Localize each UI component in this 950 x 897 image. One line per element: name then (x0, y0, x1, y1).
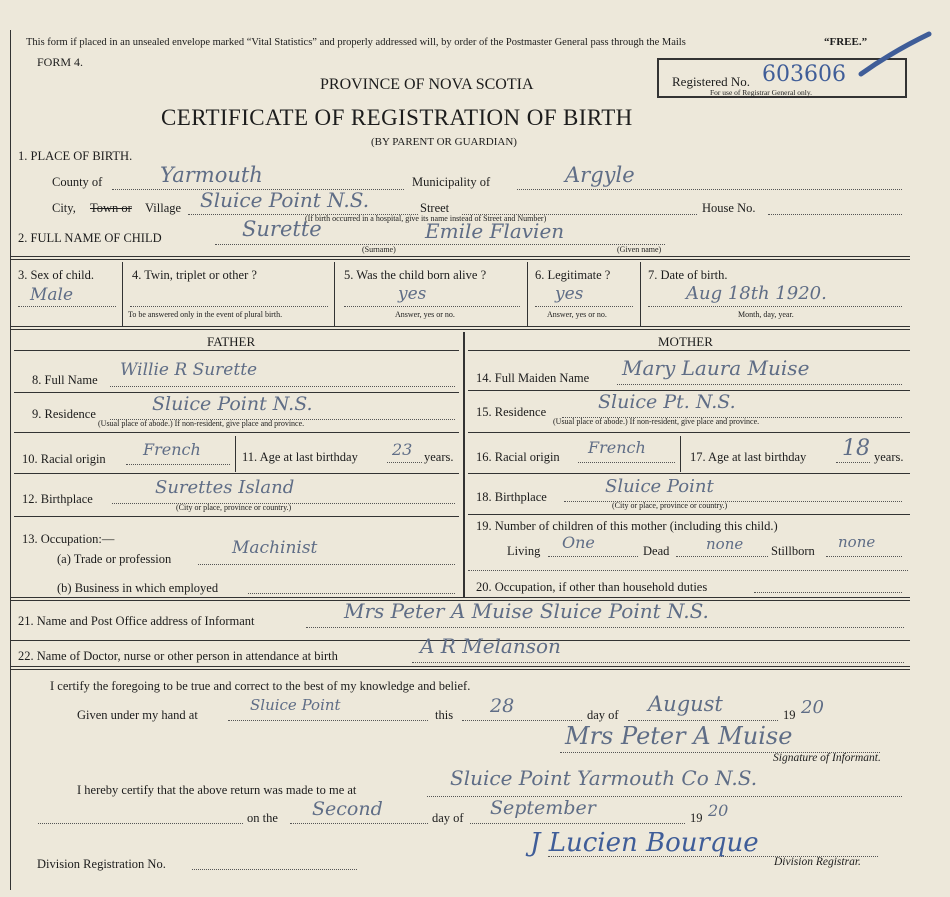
father-trade-value: Machinist (232, 538, 318, 558)
living-value: One (562, 533, 595, 552)
ink-stroke-icon (855, 30, 935, 80)
municipality-line (517, 189, 902, 190)
registrar-signature: J Lucien Bourque (530, 828, 759, 858)
surname-caption: (Surname) (362, 245, 396, 254)
house-no-line (768, 214, 902, 215)
city-label-town: Town or (90, 201, 132, 215)
doctor-label: 22. Name of Doctor, nurse or other person in attendance at birth (18, 649, 338, 663)
mailing-notice-free: “FREE.” (824, 36, 868, 48)
father-residence-value: Sluice Point N.S. (152, 393, 313, 415)
father-row-rule-4 (14, 516, 459, 517)
father-business-label: (b) Business in which employed (57, 581, 219, 595)
mother-heading-rule (468, 350, 910, 351)
mother-children-label: 19. Number of children of this mother (including this child.) (476, 519, 778, 533)
hospital-note: (If birth occurred in a hospital, give its name instead of Street and Number) (305, 214, 547, 223)
county-label: County of (52, 175, 103, 189)
living-label: Living (507, 544, 541, 558)
father-business-line (248, 593, 455, 594)
municipality-label: Municipality of (412, 175, 491, 189)
born-alive-label: 5. Was the child born alive ? (344, 268, 487, 282)
month-line (628, 720, 778, 721)
father-residence-label: 9. Residence (32, 407, 96, 421)
city-label-village: Village (145, 201, 182, 215)
given-name-caption: (Given name) (617, 245, 662, 254)
province-heading: PROVINCE OF NOVA SCOTIA (320, 76, 534, 93)
county-value: Yarmouth (160, 163, 263, 187)
stillborn-line (826, 556, 902, 557)
municipality-value: Argyle (565, 163, 635, 187)
father-age-line (387, 462, 422, 463)
date-of-birth-line (648, 306, 902, 307)
signature-caption: Signature of Informant. (773, 752, 881, 764)
father-row-rule-3 (14, 473, 459, 474)
place-of-birth-heading: 1. PLACE OF BIRTH. (18, 149, 133, 163)
mother-birthplace-label: 18. Birthplace (476, 490, 547, 504)
legitimate-value: yes (555, 284, 584, 304)
informant-line (306, 627, 904, 628)
father-race-value: French (143, 440, 201, 459)
given-at-line (228, 720, 428, 721)
child-name-label: 2. FULL NAME OF CHILD (18, 231, 162, 245)
father-residence-note: (Usual place of abode.) If non-resident, give place and province. (98, 419, 305, 428)
father-heading-rule (14, 350, 459, 351)
father-name-line (110, 386, 455, 387)
mother-name-line (617, 384, 902, 385)
day-of-label: day of (587, 708, 619, 722)
twin-line (130, 306, 328, 307)
box-divider-4 (640, 262, 641, 326)
certify-statement: I certify the foregoing to be true and correct to the best of my knowledge and belief. (50, 679, 471, 693)
mother-years-label: years. (874, 450, 904, 464)
father-trade-line (198, 564, 455, 565)
certification-top-rule (10, 666, 910, 670)
parents-divider (463, 332, 465, 597)
year-prefix: 19 (783, 708, 796, 722)
given-at-value: Sluice Point (250, 696, 341, 714)
on-year-value: 20 (708, 801, 729, 820)
doctor-value: A R Melanson (420, 634, 561, 658)
child-name-line (215, 244, 665, 245)
division-registration-label: Division Registration No. (37, 857, 166, 871)
on-day-of-label: day of (432, 811, 464, 825)
mother-heading: MOTHER (658, 334, 713, 349)
father-race-divider (235, 436, 236, 472)
father-birthplace-value: Surettes Island (155, 477, 295, 498)
registered-no-label: Registered No. (672, 74, 750, 89)
box-divider-1 (122, 262, 123, 326)
father-age-label: 11. Age at last birthday (242, 450, 358, 464)
page-subtitle: (BY PARENT OR GUARDIAN) (371, 136, 517, 148)
living-line (548, 556, 638, 557)
mother-occupation-line (754, 592, 902, 593)
father-race-label: 10. Racial origin (22, 452, 106, 466)
father-years-label: years. (424, 450, 454, 464)
on-day-line (290, 823, 428, 824)
date-of-birth-note: Month, day, year. (738, 310, 794, 319)
box-divider-3 (527, 262, 528, 326)
mother-age-label: 17. Age at last birthday (690, 450, 807, 464)
mother-race-line (578, 462, 675, 463)
father-birthplace-note: (City or place, province or country.) (176, 503, 292, 512)
twin-note: To be answered only in the event of plural birth. (128, 310, 283, 319)
box-divider-2 (334, 262, 335, 326)
father-occupation-label: 13. Occupation:— (22, 532, 115, 546)
born-alive-line (344, 306, 520, 307)
on-day-value: Second (312, 798, 383, 820)
given-at-label: Given under my hand at (77, 708, 198, 722)
on-the-leading-line (38, 823, 243, 824)
mother-residence-value: Sluice Pt. N.S. (598, 391, 736, 413)
on-year-prefix: 19 (690, 811, 703, 825)
legitimate-note: Answer, yes or no. (547, 310, 607, 319)
legitimate-line (535, 306, 633, 307)
doctor-line (412, 662, 904, 663)
street-label: Street (420, 201, 450, 215)
form-number: FORM 4. (37, 55, 84, 69)
mother-occupation-label: 20. Occupation, if other than household duties (476, 580, 708, 594)
mailing-notice: This form if placed in an unsealed envelope marked “Vital Statistics” and properly addressed will, by order of the Postmaster General pass through the Mails (26, 37, 686, 48)
born-alive-value: yes (398, 284, 427, 304)
mother-age-value: 18 (842, 436, 870, 461)
on-month-value: September (490, 797, 596, 819)
date-of-birth-label: 7. Date of birth. (648, 268, 728, 282)
registrar-general-note: For use of Registrar General only. (710, 88, 812, 97)
father-row-rule-2 (14, 432, 459, 433)
mother-race-label: 16. Racial origin (476, 450, 560, 464)
page-left-border (10, 30, 11, 890)
date-of-birth-value: Aug 18th 1920. (686, 283, 827, 304)
sex-value: Male (30, 285, 74, 305)
village-value: Sluice Point N.S. (200, 188, 370, 212)
born-alive-note: Answer, yes or no. (395, 310, 455, 319)
city-label-a: City, (52, 201, 76, 215)
sex-label: 3. Sex of child. (18, 268, 95, 282)
mother-race-divider (680, 436, 681, 472)
stillborn-label: Stillborn (771, 544, 815, 558)
father-heading: FATHER (207, 334, 256, 349)
twin-label: 4. Twin, triplet or other ? (132, 268, 257, 282)
mother-race-value: French (588, 438, 646, 457)
father-race-line (126, 464, 230, 465)
on-the-label: on the (247, 811, 278, 825)
dead-label: Dead (643, 544, 670, 558)
mother-age-line (836, 462, 870, 463)
return-label: I hereby certify that the above return was made to me at (77, 783, 357, 797)
mother-row-rule-4 (468, 514, 910, 515)
legitimate-label: 6. Legitimate ? (535, 268, 611, 282)
child-surname-value: Surette (242, 217, 322, 241)
registrar-caption: Division Registrar. (774, 856, 861, 868)
mother-birthplace-note: (City or place, province or country.) (612, 501, 728, 510)
mother-row-rule-2 (468, 432, 910, 433)
box-row-top-rule (10, 256, 910, 260)
mother-birthplace-value: Sluice Point (605, 476, 714, 497)
dead-line (676, 556, 768, 557)
father-name-label: 8. Full Name (32, 373, 98, 387)
child-given-value: Emile Flavien (425, 219, 565, 243)
year-value: 20 (801, 697, 824, 718)
day-line (462, 720, 582, 721)
page-title: CERTIFICATE OF REGISTRATION OF BIRTH (161, 105, 633, 130)
sex-line (18, 306, 116, 307)
on-month-line (470, 823, 685, 824)
dead-value: none (706, 535, 744, 553)
division-registration-line (192, 869, 357, 870)
mother-residence-label: 15. Residence (476, 405, 547, 419)
this-label: this (435, 708, 454, 722)
informant-signature: Mrs Peter A Muise (565, 722, 793, 750)
mother-name-label: 14. Full Maiden Name (476, 371, 590, 385)
mother-name-value: Mary Laura Muise (622, 356, 810, 380)
father-birthplace-label: 12. Birthplace (22, 492, 93, 506)
month-value: August (648, 692, 723, 716)
informant-label: 21. Name and Post Office address of Informant (18, 614, 255, 628)
house-no-label: House No. (702, 201, 756, 215)
father-age-value: 23 (392, 440, 413, 459)
father-name-value: Willie R Surette (120, 360, 258, 380)
mother-children-rule (468, 570, 908, 571)
stillborn-value: none (838, 533, 876, 551)
informant-value: Mrs Peter A Muise Sluice Point N.S. (344, 599, 709, 623)
parents-top-rule (10, 326, 910, 330)
return-place-value: Sluice Point Yarmouth Co N.S. (450, 766, 758, 790)
mother-residence-note: (Usual place of abode.) If non-resident, give place and province. (553, 417, 760, 426)
day-value: 28 (490, 695, 515, 717)
registered-no-value: 603606 (762, 62, 846, 87)
father-trade-label: (a) Trade or profession (57, 552, 172, 566)
mother-row-rule-3 (468, 473, 910, 474)
